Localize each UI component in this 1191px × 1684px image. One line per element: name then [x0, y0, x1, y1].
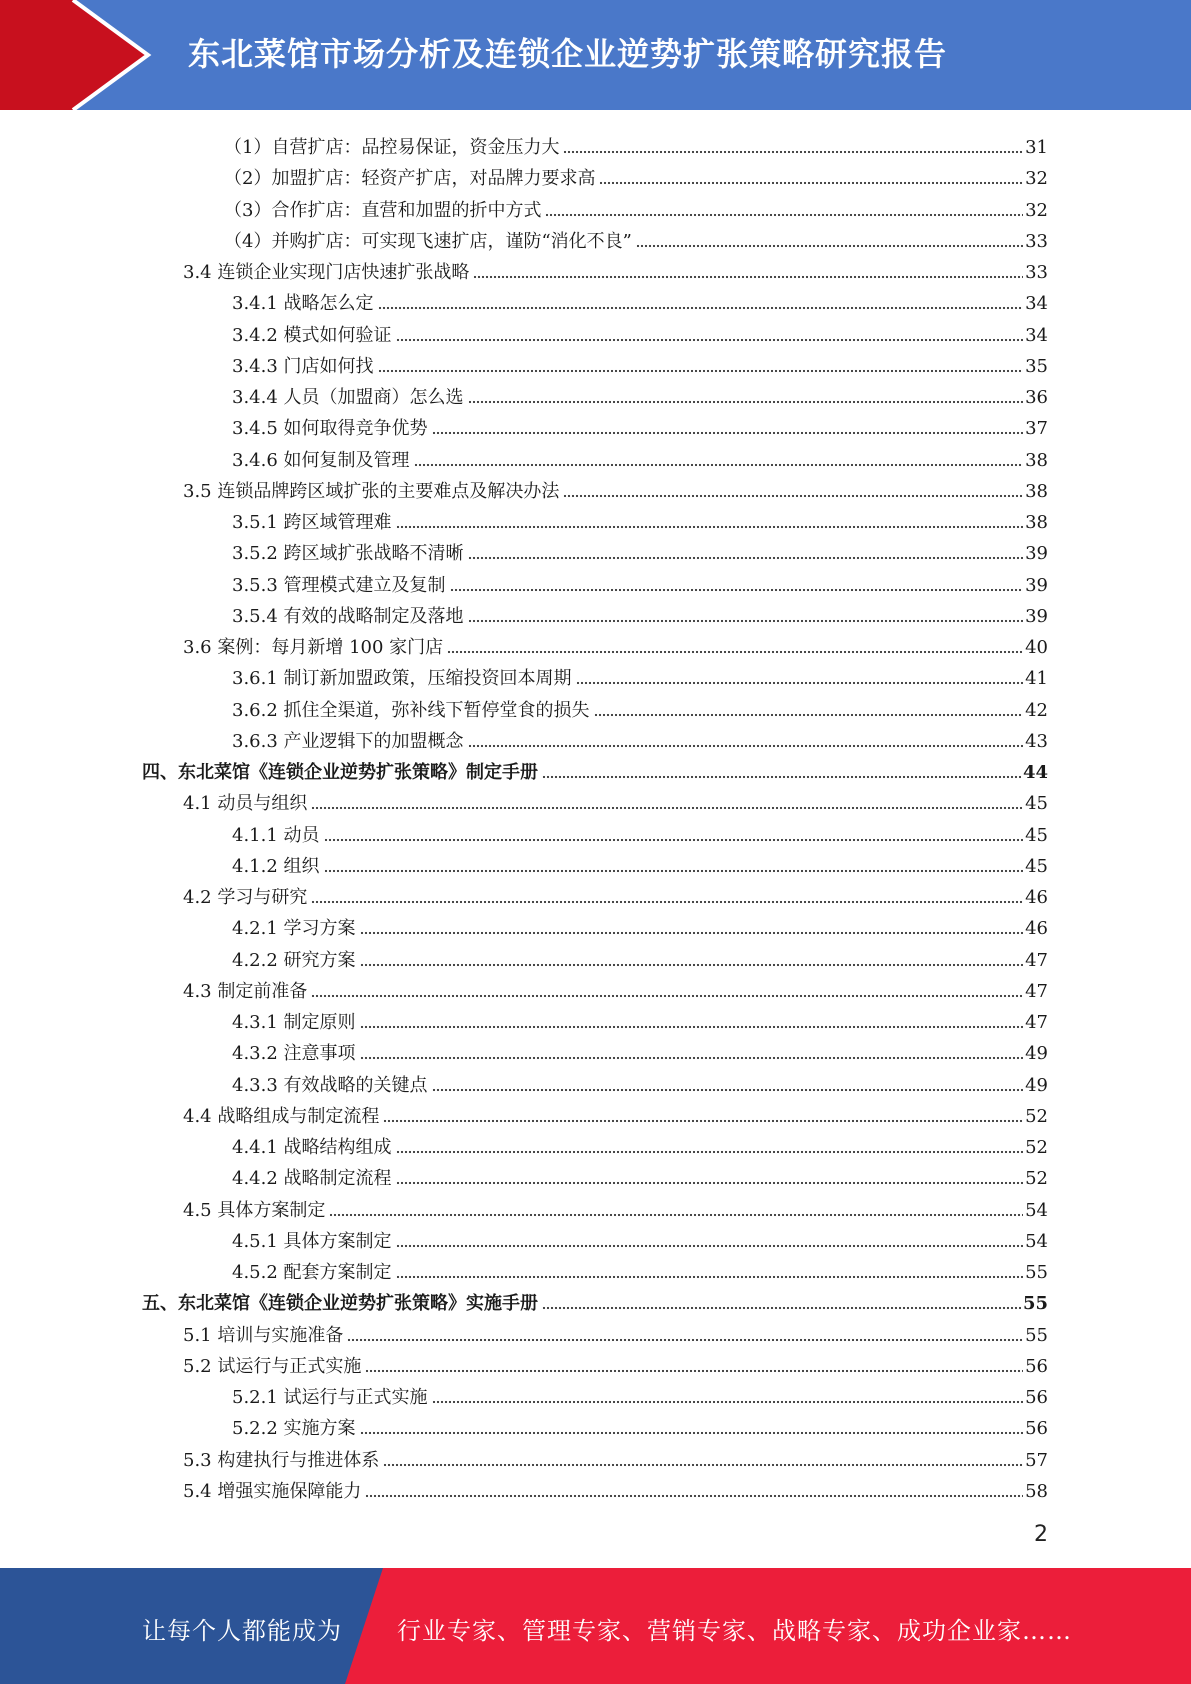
- toc-entry[interactable]: [232, 909, 1048, 940]
- toc-entry-title: 4.1 动员与组织: [183, 793, 308, 815]
- toc-entry-page: 41: [1025, 668, 1048, 690]
- toc-entry[interactable]: [232, 316, 1048, 347]
- toc-dot-leader: [563, 150, 1023, 154]
- toc-entry-page: 38: [1025, 512, 1048, 533]
- page-footer: [0, 1568, 1191, 1684]
- toc-entry[interactable]: [232, 1066, 1048, 1097]
- toc-dot-leader: [542, 1306, 1021, 1310]
- toc-entry-title: 五、东北菜馆《连锁企业逆势扩张策略》实施手册: [142, 1293, 538, 1315]
- toc-dot-leader: [360, 1025, 1024, 1029]
- page-number: 2: [1034, 1522, 1048, 1547]
- toc-entry-title: 5.2.1 试运行与正式实施: [232, 1387, 428, 1408]
- toc-entry-page: 32: [1025, 168, 1048, 190]
- toc-entry[interactable]: [232, 847, 1048, 878]
- toc-entry-page: 36: [1025, 387, 1048, 408]
- toc-entry[interactable]: [183, 784, 1048, 815]
- toc-entry-page: 56: [1025, 1418, 1048, 1440]
- toc-dot-leader: [545, 213, 1023, 217]
- toc-dot-leader: [396, 1181, 1024, 1185]
- toc-entry-title: 4.5.2 配套方案制定: [232, 1262, 392, 1283]
- toc-dot-leader: [329, 1213, 1023, 1217]
- toc-entry-title: 3.5.2 跨区域扩张战略不清晰: [232, 543, 464, 565]
- toc-entry-title: 5.1 培训与实施准备: [183, 1324, 344, 1346]
- toc-entry-page: 54: [1025, 1230, 1048, 1252]
- toc-dot-leader: [396, 525, 1024, 529]
- toc-dot-leader: [468, 400, 1024, 404]
- toc-entry-page: 43: [1025, 730, 1048, 752]
- toc-entry-page: 39: [1025, 543, 1048, 565]
- toc-entry-title: 4.3 制定前准备: [183, 980, 308, 1002]
- toc-dot-leader: [311, 806, 1023, 810]
- toc-entry-page: 39: [1025, 605, 1048, 627]
- toc-entry[interactable]: [232, 566, 1048, 597]
- toc-entry-title: 4.2 学习与研究: [183, 887, 308, 908]
- toc-entry-title: 3.5.1 跨区域管理难: [232, 512, 392, 533]
- toc-entry-page: 31: [1025, 137, 1048, 158]
- toc-entry-title: 5.2.2 实施方案: [232, 1418, 356, 1440]
- toc-entry-page: 55: [1025, 1262, 1048, 1283]
- toc-entry-page: 42: [1025, 699, 1048, 721]
- toc-entry-title: 4.2.1 学习方案: [232, 918, 356, 940]
- toc-entry-title: 4.4.1 战略结构组成: [232, 1137, 392, 1158]
- toc-entry[interactable]: [142, 753, 1048, 784]
- toc-entry-title: 3.6 案例：每月新增 100 家门店: [183, 637, 444, 658]
- footer-roles: 行业专家、管理专家、营销专家、战略专家、成功企业家……: [397, 1617, 1072, 1645]
- toc-entry-title: （1）自营扩店：品控易保证，资金压力大: [224, 137, 560, 158]
- toc-entry-page: 55: [1022, 1293, 1048, 1315]
- toc-entry-page: 49: [1025, 1074, 1048, 1096]
- toc-entry[interactable]: [232, 378, 1048, 409]
- toc-dot-leader: [594, 713, 1024, 717]
- toc-entry-title: 4.2.2 研究方案: [232, 949, 356, 971]
- toc-entry[interactable]: [232, 691, 1048, 722]
- toc-dot-leader: [347, 1338, 1023, 1342]
- toc-entry-page: 34: [1025, 324, 1048, 346]
- toc-entry-title: 3.5.3 管理模式建立及复制: [232, 574, 446, 596]
- toc-entry-page: 56: [1025, 1387, 1048, 1408]
- toc-dot-leader: [468, 744, 1024, 748]
- toc-entry[interactable]: [232, 503, 1048, 534]
- toc-dot-leader: [365, 1369, 1023, 1373]
- toc-entry[interactable]: [224, 159, 1048, 190]
- toc-entry-page: 46: [1025, 887, 1048, 908]
- toc-dot-leader: [360, 1431, 1024, 1435]
- toc-entry-title: 3.4.3 门店如何找: [232, 355, 374, 377]
- toc-dot-leader: [383, 1463, 1023, 1467]
- toc-entry[interactable]: [183, 472, 1048, 503]
- toc-dot-leader: [383, 1119, 1023, 1123]
- toc-dot-leader: [542, 775, 1021, 779]
- toc-entry[interactable]: [142, 1284, 1048, 1315]
- toc-entry-title: 4.4.2 战略制定流程: [232, 1168, 392, 1190]
- toc-entry[interactable]: [232, 597, 1048, 628]
- toc-entry-page: 46: [1025, 918, 1048, 940]
- toc-dot-leader: [414, 463, 1024, 467]
- toc-entry-title: 3.4.4 人员（加盟商）怎么选: [232, 387, 464, 408]
- toc-entry[interactable]: [224, 191, 1048, 222]
- toc-entry-page: 49: [1025, 1043, 1048, 1065]
- toc-entry-page: 35: [1025, 355, 1048, 377]
- toc-entry-page: 57: [1025, 1449, 1048, 1471]
- toc-entry[interactable]: [183, 878, 1048, 909]
- toc-dot-leader: [450, 588, 1024, 592]
- toc-dot-leader: [432, 1088, 1024, 1092]
- toc-entry-page: 39: [1025, 574, 1048, 596]
- toc-entry-title: 3.4.1 战略怎么定: [232, 293, 374, 315]
- toc-entry-title: 四、东北菜馆《连锁企业逆势扩张策略》制定手册: [142, 762, 538, 783]
- toc-entry-page: 34: [1025, 293, 1048, 315]
- toc-entry-page: 47: [1025, 949, 1048, 971]
- toc-dot-leader: [378, 369, 1024, 373]
- toc-entry-page: 52: [1025, 1168, 1048, 1190]
- toc-entry-title: （3）合作扩店：直营和加盟的折中方式: [224, 199, 542, 221]
- toc-entry-page: 33: [1025, 262, 1048, 283]
- toc-entry-page: 55: [1025, 1324, 1048, 1346]
- toc-entry-page: 44: [1022, 762, 1048, 783]
- toc-entry-page: 38: [1025, 449, 1048, 471]
- toc-entry[interactable]: [183, 253, 1048, 284]
- toc-dot-leader: [636, 244, 1023, 248]
- toc-entry-title: 4.3.1 制定原则: [232, 1012, 356, 1033]
- toc-dot-leader: [360, 1056, 1024, 1060]
- toc-entry[interactable]: [232, 722, 1048, 753]
- toc-entry[interactable]: [183, 1316, 1048, 1347]
- toc-dot-leader: [360, 931, 1024, 935]
- toc-entry[interactable]: [232, 1003, 1048, 1034]
- toc-entry-title: 3.4 连锁企业实现门店快速扩张战略: [183, 262, 470, 283]
- toc-entry[interactable]: [232, 941, 1048, 972]
- toc-entry[interactable]: [232, 409, 1048, 440]
- toc-dot-leader: [432, 1400, 1024, 1404]
- toc-entry[interactable]: [183, 1191, 1048, 1222]
- toc-entry-title: 3.6.2 抓住全渠道，弥补线下暂停堂食的损失: [232, 699, 590, 721]
- toc-entry-title: 3.4.6 如何复制及管理: [232, 449, 410, 471]
- toc-entry[interactable]: [183, 628, 1048, 659]
- toc-entry-page: 52: [1025, 1137, 1048, 1158]
- toc-dot-leader: [447, 650, 1023, 654]
- toc-dot-leader: [468, 619, 1024, 623]
- toc-entry[interactable]: [232, 1222, 1048, 1253]
- toc-entry[interactable]: [232, 1409, 1048, 1440]
- toc-entry-title: 3.4.2 模式如何验证: [232, 324, 392, 346]
- toc-entry-title: 4.5.1 具体方案制定: [232, 1230, 392, 1252]
- toc-dot-leader: [396, 338, 1024, 342]
- toc-entry[interactable]: [232, 1128, 1048, 1159]
- toc-entry-page: 52: [1025, 1105, 1048, 1127]
- toc-dot-leader: [396, 1150, 1024, 1154]
- toc-dot-leader: [599, 181, 1023, 185]
- toc-entry-page: 47: [1025, 1012, 1048, 1033]
- toc-dot-leader: [468, 556, 1024, 560]
- toc-entry[interactable]: [232, 816, 1048, 847]
- toc-entry-page: 33: [1025, 230, 1048, 252]
- toc-entry[interactable]: [232, 1034, 1048, 1065]
- toc-entry-page: 45: [1025, 793, 1048, 815]
- toc-entry-title: 5.2 试运行与正式实施: [183, 1355, 362, 1377]
- toc-dot-leader: [324, 869, 1024, 873]
- toc-dot-leader: [396, 1244, 1024, 1248]
- toc-entry-title: 4.5 具体方案制定: [183, 1199, 326, 1221]
- toc-entry-title: （4）并购扩店：可实现飞速扩店，谨防“消化不良”: [224, 230, 632, 252]
- toc-entry-title: 4.3.3 有效战略的关键点: [232, 1074, 428, 1096]
- toc-entry-title: 3.5 连锁品牌跨区域扩张的主要难点及解决办法: [183, 480, 560, 502]
- toc-entry[interactable]: [183, 1097, 1048, 1128]
- toc-entry-title: 3.5.4 有效的战略制定及落地: [232, 605, 464, 627]
- toc-dot-leader: [311, 900, 1023, 904]
- toc-dot-leader: [473, 275, 1023, 279]
- toc-entry[interactable]: [232, 534, 1048, 565]
- toc-entry-page: 45: [1025, 824, 1048, 846]
- toc-entry-title: 4.3.2 注意事项: [232, 1043, 356, 1065]
- toc-entry[interactable]: [232, 1159, 1048, 1190]
- toc-entry[interactable]: [224, 128, 1048, 159]
- toc-entry[interactable]: [183, 1347, 1048, 1378]
- toc-dot-leader: [576, 681, 1024, 685]
- toc-entry-title: 3.6.3 产业逻辑下的加盟概念: [232, 730, 464, 752]
- toc-entry-page: 38: [1025, 480, 1048, 502]
- toc-entry-title: 5.4 增强实施保障能力: [183, 1480, 362, 1502]
- toc-entry-title: 4.1.2 组织: [232, 855, 320, 877]
- toc-dot-leader: [378, 306, 1024, 310]
- toc-entry-title: 3.6.1 制订新加盟政策，压缩投资回本周期: [232, 668, 572, 690]
- toc-dot-leader: [360, 963, 1024, 967]
- toc-entry[interactable]: [232, 1253, 1048, 1284]
- toc-entry-title: 4.1.1 动员: [232, 824, 320, 846]
- toc-dot-leader: [396, 1275, 1024, 1279]
- toc-dot-leader: [311, 994, 1023, 998]
- toc-entry-page: 45: [1025, 855, 1048, 877]
- toc-entry-title: （2）加盟扩店：轻资产扩店，对品牌力要求高: [224, 168, 596, 190]
- toc-dot-leader: [563, 494, 1023, 498]
- toc-entry-page: 56: [1025, 1355, 1048, 1377]
- toc-entry[interactable]: [224, 222, 1048, 253]
- page-header: [0, 0, 1191, 110]
- toc-entry-page: 40: [1025, 637, 1048, 658]
- toc-entry[interactable]: [232, 284, 1048, 315]
- toc-entry-title: 4.4 战略组成与制定流程: [183, 1105, 380, 1127]
- toc-entry-title: 3.4.5 如何取得竞争优势: [232, 418, 428, 440]
- toc-entry[interactable]: [232, 441, 1048, 472]
- toc-dot-leader: [365, 1494, 1023, 1498]
- toc-entry[interactable]: [232, 347, 1048, 378]
- toc-entry[interactable]: [232, 1378, 1048, 1409]
- toc-entry-page: 47: [1025, 980, 1048, 1002]
- toc-entry[interactable]: [183, 1441, 1048, 1472]
- toc-dot-leader: [324, 838, 1024, 842]
- toc-entry-page: 37: [1025, 418, 1048, 440]
- toc-entry-title: 5.3 构建执行与推进体系: [183, 1449, 380, 1471]
- toc-entry-page: 32: [1025, 199, 1048, 221]
- footer-slogan: 让每个人都能成为: [142, 1617, 342, 1645]
- toc-entry[interactable]: [232, 659, 1048, 690]
- toc-entry[interactable]: [183, 972, 1048, 1003]
- toc-entry-page: 54: [1025, 1199, 1048, 1221]
- toc-dot-leader: [432, 431, 1024, 435]
- report-title: 东北菜馆市场分析及连锁企业逆势扩张策略研究报告: [188, 35, 948, 73]
- toc-entry[interactable]: [183, 1472, 1048, 1503]
- toc-entry-page: 58: [1025, 1480, 1048, 1502]
